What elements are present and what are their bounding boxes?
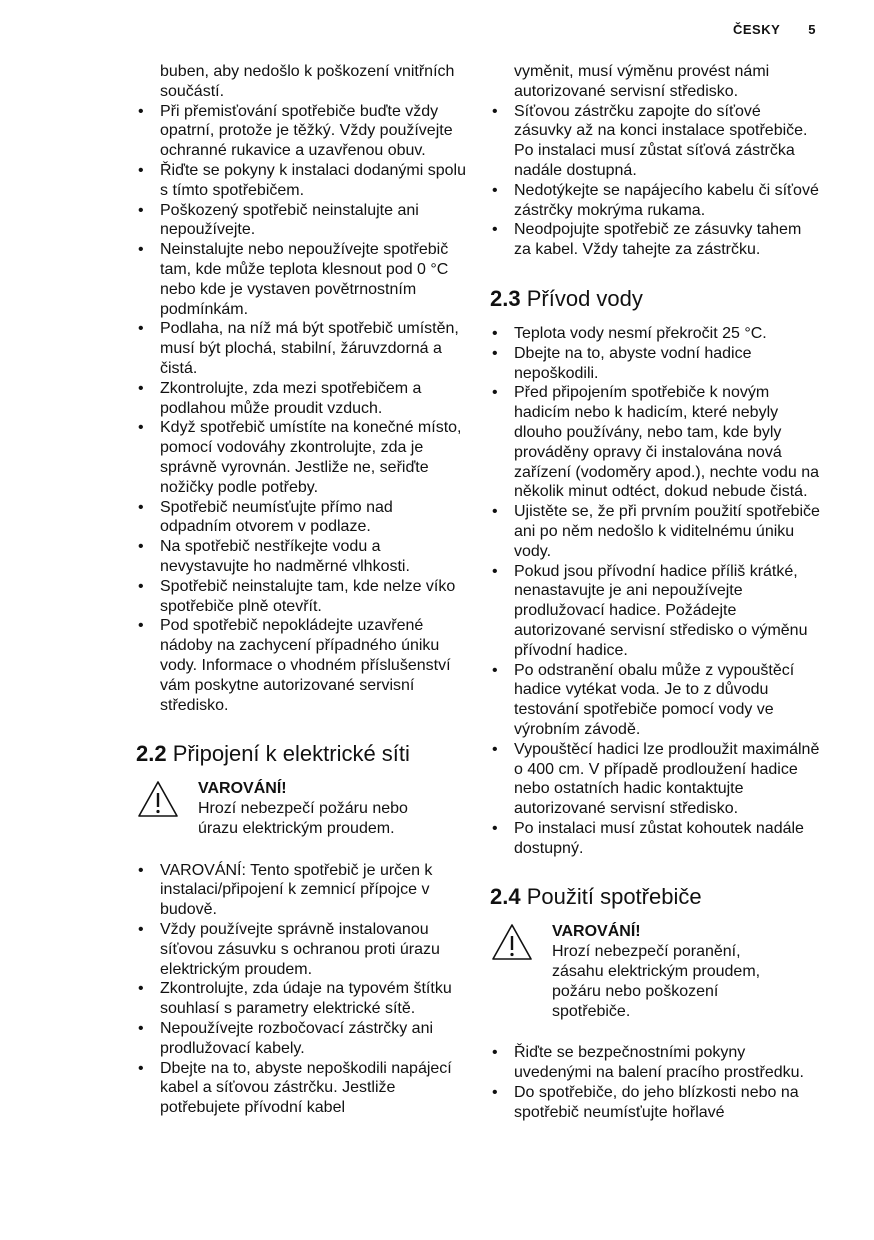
list-item: • Neodpojujte spotřebič ze zásuvky tahem za kabel. Vždy tahejte za zástrčku.: [490, 220, 822, 260]
list-item: • Pod spotřebič nepokládejte uzavřené nádoby na zachycení případného úniku vody. Informace o vhodném příslušenství vám poskytne autorizované servisní středisko.: [136, 616, 466, 715]
warning-icon: [490, 922, 552, 1021]
list-item: • Zkontrolujte, zda mezi spotřebičem a podlahou může proudit vzduch.: [136, 379, 466, 419]
warning-text: Hrozí nebezpečí poranění, zásahu elektrickým proudem, požáru nebo poškození spotřebiče.: [552, 943, 761, 1020]
right-intro-list: [490, 62, 822, 260]
section-number: 2.2: [136, 741, 167, 767]
list-item: • Při přemisťování spotřebiče buďte vždy opatrní, protože je těžký. Vždy používejte ochranné rukavice a uzavřenou obuv.: [136, 102, 466, 161]
list-item: • Podlaha, na níž má být spotřebič umístěn, musí být plochá, stabilní, žáruvzdorná a čistá.: [136, 319, 466, 378]
left-intro-list: [136, 62, 466, 715]
section-title: Připojení k elektrické síti: [172, 741, 410, 767]
list-item: • Na spotřebič nestříkejte vodu a nevystavujte ho nadměrné vlhkosti.: [136, 537, 466, 577]
list-item: • Neinstalujte nebo nepoužívejte spotřebič tam, kde může teplota klesnout pod 0 °C nebo kde je vystaven povětrnostním podmínkám.: [136, 240, 466, 319]
list-item: • Spotřebič neumísťujte přímo nad odpadním otvorem v podlaze.: [136, 498, 466, 538]
list-item: • Teplota vody nesmí překročit 25 °C.: [490, 324, 822, 344]
list-item: • Když spotřebič umístíte na konečné místo, pomocí vodováhy zkontrolujte, zda je správně vyrovnán. Jestliže ne, seřiďte nožičky podle potřeby.: [136, 418, 466, 497]
page-header: [733, 22, 816, 37]
list-item: • Řiďte se bezpečnostními pokyny uvedenými na balení pracího prostředku.: [490, 1043, 822, 1083]
list-item: • Řiďte se pokyny k instalaci dodanými spolu s tímto spotřebičem.: [136, 161, 466, 201]
left-column: [136, 62, 466, 1118]
warning-box: [490, 922, 822, 1021]
section-number: 2.3: [490, 285, 521, 311]
list-item: • Po instalaci musí zůstat kohoutek nadále dostupný.: [490, 819, 822, 859]
warning-title: VAROVÁNÍ!: [198, 780, 287, 798]
section-number: 2.4: [490, 884, 521, 910]
warning-box: [136, 779, 466, 838]
list-item: • Poškozený spotřebič neinstalujte ani nepoužívejte.: [136, 201, 466, 241]
list-item: buben, aby nedošlo k poškození vnitřních součástí.: [160, 63, 455, 100]
warning-icon: [136, 779, 198, 838]
list-item: • Pokud jsou přívodní hadice příliš krátké, nenastavujte je ani nepoužívejte prodlužovací hadice. Požádejte autorizované servisní středisko o výměnu přívodní hadice.: [490, 562, 822, 661]
list-item: • Zkontrolujte, zda údaje na typovém štítku souhlasí s parametry elektrické sítě.: [136, 979, 466, 1019]
list-item: • Před připojením spotřebiče k novým hadicím nebo k hadicím, které nebyly dlouho používány, nebo tam, kde byly prováděny opravy či instalována nová zařízení (vodoměry apod.), nechte vodu na několik minut odtéct, dokud nebude čistá.: [490, 383, 822, 502]
list-item: • Ujistěte se, že při prvním použití spotřebiče ani po něm nedošlo k viditelnému úniku vody.: [490, 502, 822, 561]
list-item: • Dbejte na to, abyste nepoškodili napájecí kabel a síťovou zástrčku. Jestliže potřebujete přívodní kabel: [136, 1059, 466, 1118]
list-item: • Vždy používejte správně instalovanou síťovou zásuvku s ochranou proti úrazu elektrickým proudem.: [136, 920, 466, 979]
page-number: 5: [808, 22, 816, 37]
section-title: Použití spotřebiče: [526, 884, 702, 910]
list-item: vyměnit, musí výměnu provést námi autorizované servisní středisko.: [514, 63, 770, 100]
list-item: • Vypouštěcí hadici lze prodloužit maximálně o 400 cm. V případě prodloužení hadice nebo ostatních hadic kontaktujte autorizované servisní středisko.: [490, 740, 822, 819]
right-column: [490, 62, 822, 1123]
language-label: ČESKY: [732, 22, 781, 37]
list-item: • Po odstranění obalu může z vypouštěcí hadice vytékat voda. Je to z důvodu testování spotřebiče pomocí vody ve výrobním závodě.: [490, 661, 822, 740]
warning-title: VAROVÁNÍ!: [552, 923, 641, 941]
warning-text: Hrozí nebezpečí požáru nebo úrazu elektrickým proudem.: [198, 800, 408, 837]
list-item: • Nedotýkejte se napájecího kabelu či síťové zástrčky mokrýma rukama.: [490, 181, 822, 221]
section-2-2-list: [136, 861, 466, 1118]
list-item: • Do spotřebiče, do jeho blízkosti nebo na spotřebič neumísťujte hořlavé: [490, 1083, 822, 1123]
section-2-3-list: [490, 324, 822, 859]
section-title: Přívod vody: [526, 285, 643, 311]
list-item: • Spotřebič neinstalujte tam, kde nelze víko spotřebiče plně otevřít.: [136, 577, 466, 617]
section-heading-2-3: [490, 286, 822, 312]
list-item: • Nepoužívejte rozbočovací zástrčky ani prodlužovací kabely.: [136, 1019, 466, 1059]
list-item: • VAROVÁNÍ: Tento spotřebič je určen k instalaci/připojení k zemnicí přípojce v budově.: [136, 861, 466, 920]
list-item: • Dbejte na to, abyste vodní hadice nepoškodili.: [490, 344, 822, 384]
list-item: • Síťovou zástrčku zapojte do síťové zásuvky až na konci instalace spotřebiče. Po instalaci musí zůstat síťová zástrčka nadále dostupná.: [490, 102, 822, 181]
section-heading-2-2: [136, 741, 466, 767]
section-2-4-list: [490, 1043, 822, 1122]
section-heading-2-4: [490, 884, 822, 910]
